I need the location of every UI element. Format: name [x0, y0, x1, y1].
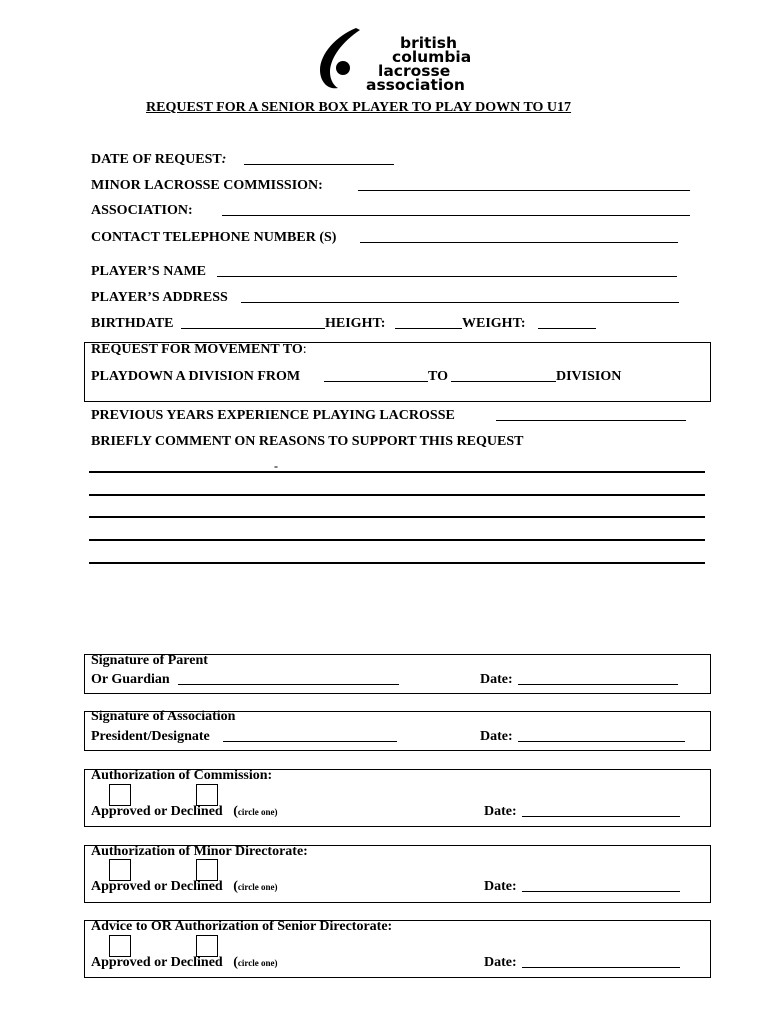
parent-date-field[interactable]	[518, 684, 678, 685]
logo-text-line-3: lacrosse	[378, 62, 451, 80]
association-date-field[interactable]	[518, 741, 685, 742]
lacrosse-stick-logo-icon	[316, 26, 364, 92]
player-address-label: PLAYER’S ADDRESS	[91, 290, 228, 305]
parent-signature-line1: Signature of Parent	[91, 653, 208, 668]
association-field[interactable]	[222, 215, 690, 216]
playdown-from-label: PLAYDOWN A DIVISION FROM	[91, 369, 301, 384]
experience-label: PREVIOUS YEARS EXPERIENCE PLAYING LACROSSE	[91, 408, 455, 423]
division-from-field[interactable]	[324, 381, 428, 382]
logo-text-line-2: columbia	[392, 48, 472, 66]
commission-approved-checkbox[interactable]	[109, 784, 131, 806]
senior-directorate-approved-checkbox[interactable]	[109, 935, 131, 957]
to-label: TO	[428, 369, 448, 384]
senior-directorate-declined-checkbox[interactable]	[196, 935, 218, 957]
minor-directorate-declined-checkbox[interactable]	[196, 859, 218, 881]
player-name-field[interactable]	[217, 276, 677, 277]
page-title: REQUEST FOR A SENIOR BOX PLAYER TO PLAY DOWN TO U17	[146, 100, 572, 115]
minor-commission-label: MINOR LACROSSE COMMISSION:	[91, 178, 323, 193]
logo-text-line-4: association	[366, 76, 465, 94]
comment-line-5[interactable]	[89, 562, 705, 564]
comment-line-2[interactable]	[89, 494, 705, 496]
commission-date-label: Date:	[484, 804, 517, 819]
player-name-label: PLAYER’S NAME	[91, 264, 206, 279]
comment-prompt: BRIEFLY COMMENT ON REASONS TO SUPPORT THIS REQUEST	[91, 434, 524, 449]
birthdate-label: BIRTHDATE	[91, 316, 174, 331]
association-label: ASSOCIATION:	[91, 203, 193, 218]
association-signature-line2: President/Designate	[91, 729, 210, 744]
division-to-field[interactable]	[451, 381, 556, 382]
parent-signature-field[interactable]	[178, 684, 399, 685]
association-date-label: Date:	[480, 729, 513, 744]
height-label: HEIGHT:	[325, 316, 386, 331]
parent-date-label: Date:	[480, 672, 513, 687]
date-of-request-label: DATE OF REQUEST:	[91, 152, 227, 167]
contact-phone-field[interactable]	[360, 242, 678, 243]
player-address-field[interactable]	[241, 302, 679, 303]
minor-commission-field[interactable]	[358, 190, 690, 191]
contact-phone-label: CONTACT TELEPHONE NUMBER (S)	[91, 230, 337, 245]
comment-dash: -	[274, 459, 278, 473]
commission-authorization-heading: Authorization of Commission:	[91, 768, 273, 783]
weight-label: WEIGHT:	[462, 316, 526, 331]
comment-line-1[interactable]	[89, 471, 705, 473]
minor-directorate-date-label: Date:	[484, 879, 517, 894]
commission-date-field[interactable]	[522, 816, 680, 817]
experience-field[interactable]	[496, 420, 686, 421]
parent-signature-line2: Or Guardian	[91, 672, 170, 687]
date-of-request-field[interactable]	[244, 164, 394, 165]
minor-directorate-date-field[interactable]	[522, 891, 680, 892]
commission-declined-checkbox[interactable]	[196, 784, 218, 806]
association-signature-field[interactable]	[223, 741, 397, 742]
minor-directorate-approved-checkbox[interactable]	[109, 859, 131, 881]
minor-directorate-approve-decline: Approved or Declined (circle one)	[91, 879, 278, 894]
senior-directorate-authorization-heading: Advice to OR Authorization of Senior Directorate:	[91, 919, 393, 934]
bcla-logo	[316, 26, 476, 94]
division-label: DIVISION	[556, 369, 622, 384]
commission-approve-decline: Approved or Declined (circle one)	[91, 804, 278, 819]
movement-heading: REQUEST FOR MOVEMENT TO:	[91, 342, 307, 357]
height-field[interactable]	[395, 328, 462, 329]
senior-directorate-approve-decline: Approved or Declined (circle one)	[91, 955, 278, 970]
association-signature-line1: Signature of Association	[91, 709, 236, 724]
senior-directorate-date-label: Date:	[484, 955, 517, 970]
weight-field[interactable]	[538, 328, 596, 329]
comment-line-4[interactable]	[89, 539, 705, 541]
minor-directorate-authorization-heading: Authorization of Minor Directorate:	[91, 844, 308, 859]
senior-directorate-date-field[interactable]	[522, 967, 680, 968]
comment-line-3[interactable]	[89, 516, 705, 518]
birthdate-field[interactable]	[181, 328, 325, 329]
logo-text-line-1: british	[400, 34, 458, 52]
